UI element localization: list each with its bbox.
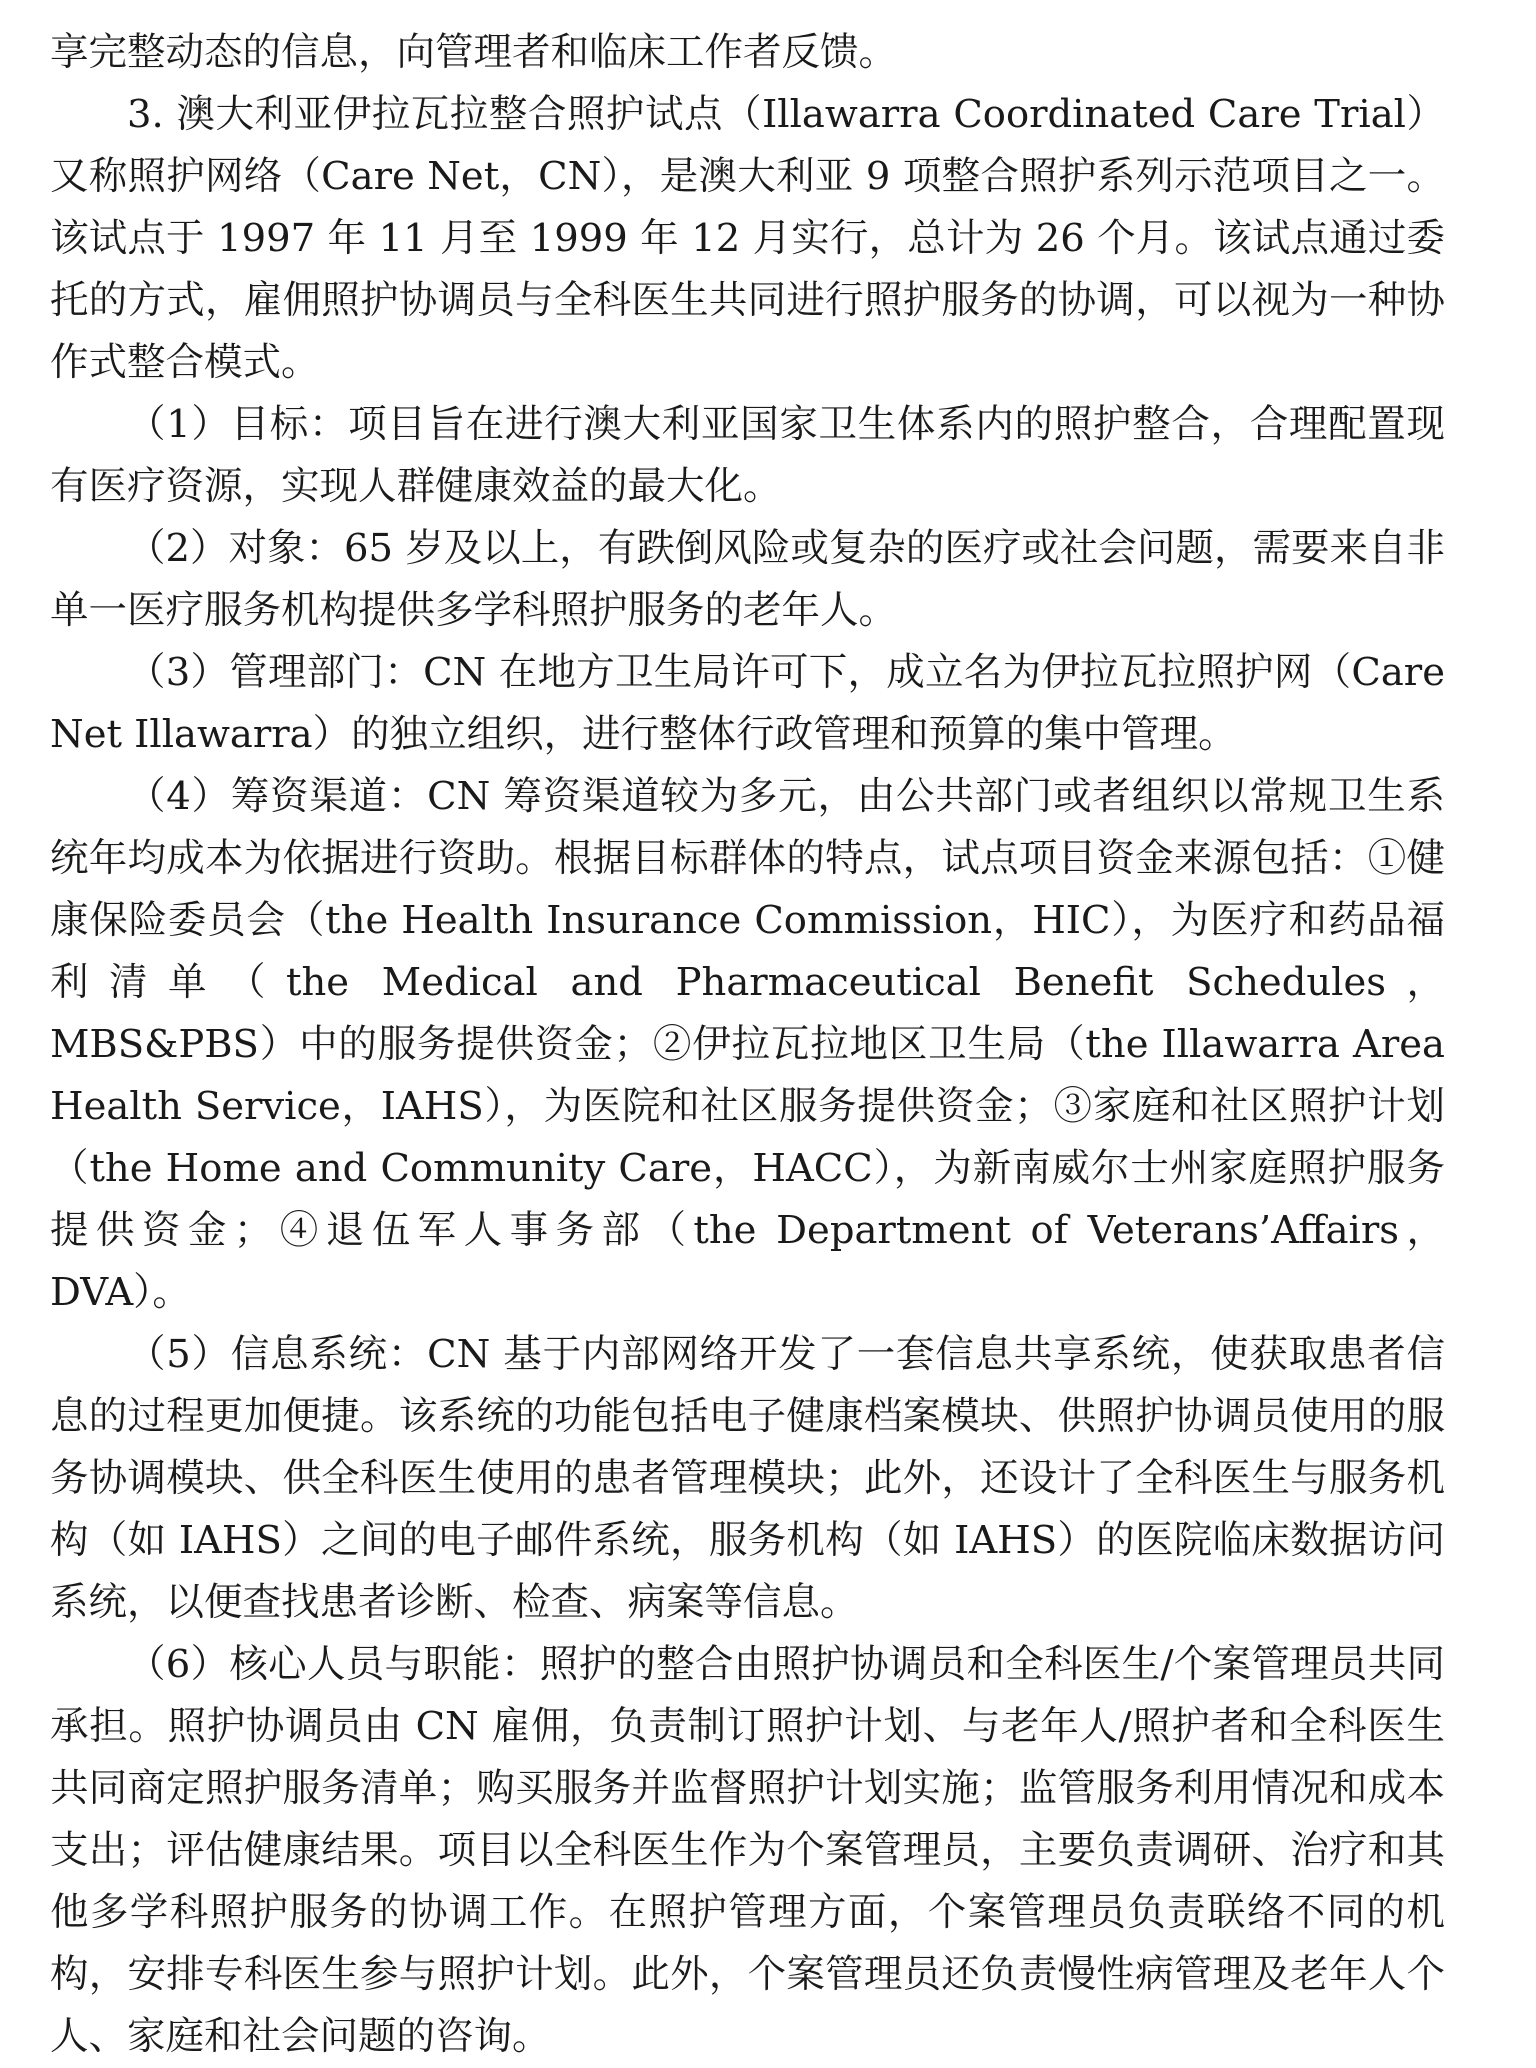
paragraph-goal: （1）目标：项目旨在进行澳大利亚国家卫生体系内的照护整合，合理配置现有医疗资源，实现人群健康效益的最大化。 bbox=[50, 402, 1445, 509]
paragraph-funding: （4）筹资渠道：CN 筹资渠道较为多元，由公共部门或者组织以常规卫生系统年均成本为依据进行资助。根据目标群体的特点，试点项目资金来源包括：①健康保险委员会（the Health Insurance Commission，HIC），为医疗和药品福利清单（the Medical and Pharmaceutical Benefit Schedules，MBS&PBS）中的服务提供资金；②伊拉瓦拉地区卫生局（the Illawarra Area Health Service，IAHS），为医院和社区服务提供资金；③家庭和社区照护计划（the Home and Community Care，HACC），为新南威尔士州家庭照护服务提供资金；④退伍军人事务部（the Department of Veterans’Affairs，DVA）。 bbox=[50, 774, 1445, 1315]
paragraph-core-staff: （6）核心人员与职能：照护的整合由照护协调员和全科医生/个案管理员共同承担。照护协调员由 CN 雇佣，负责制订照护计划、与老年人/照护者和全科医生共同商定照护服务清单；购买服务并监督照护计划实施；监管服务利用情况和成本支出；评估健康结果。项目以全科医生作为个案管理员，主要负责调研、治疗和其他多学科照护服务的协调工作。在照护管理方面，个案管理员负责联络不同的机构，安排专科医生参与照护计划。此外，个案管理员还负责慢性病管理及老年人个人、家庭和社会问题的咨询。 bbox=[50, 1642, 1445, 2059]
document-page bbox=[50, 22, 1445, 2068]
paragraph-illawarra-trial-intro: 3. 澳大利亚伊拉瓦拉整合照护试点（Illawarra Coordinated Care Trial） 又称照护网络（Care Net，CN），是澳大利亚 9 项整合照护系列示范项目之一。该试点于 1997 年 11 月至 1999 年 12 月实行，总计为 26 个月。该试点通过委托的方式，雇佣照护协调员与全科医生共同进行照护服务的协调，可以视为一种协作式整合模式。 bbox=[50, 92, 1445, 385]
paragraph-information-system: （5）信息系统：CN 基于内部网络开发了一套信息共享系统，使获取患者信息的过程更加便捷。该系统的功能包括电子健康档案模块、供照护协调员使用的服务协调模块、供全科医生使用的患者管理模块；此外，还设计了全科医生与服务机构（如 IAHS）之间的电子邮件系统，服务机构（如 IAHS）的医院临床数据访问系统，以便查找患者诊断、检查、病案等信息。 bbox=[50, 1332, 1445, 1625]
paragraph-management: （3）管理部门：CN 在地方卫生局许可下，成立名为伊拉瓦拉照护网（Care Net Illawarra）的独立组织，进行整体行政管理和预算的集中管理。 bbox=[50, 650, 1445, 757]
paragraph-continuation: 享完整动态的信息，向管理者和临床工作者反馈。 bbox=[50, 30, 898, 75]
paragraph-target-population: （2）对象：65 岁及以上，有跌倒风险或复杂的医疗或社会问题，需要来自非单一医疗服务机构提供多学科照护服务的老年人。 bbox=[50, 526, 1445, 633]
